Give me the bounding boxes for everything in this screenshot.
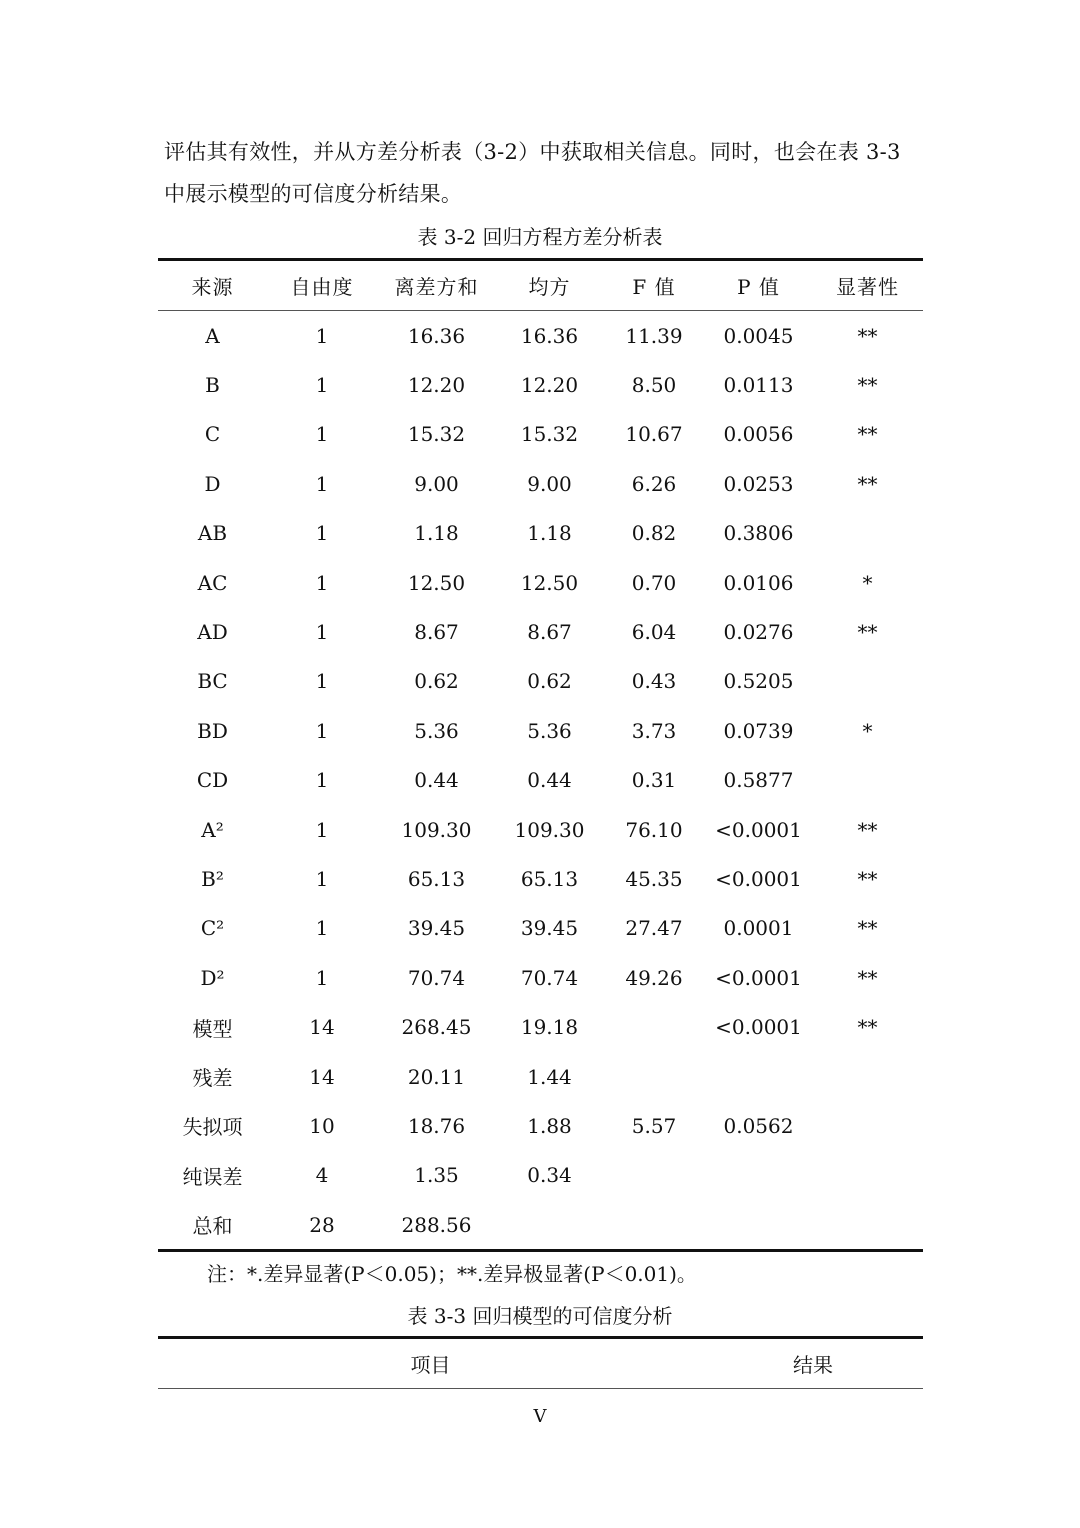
cell-f-value: 3.73 xyxy=(631,718,677,743)
table-row xyxy=(158,558,923,607)
cell-source: 总和 xyxy=(192,1214,233,1239)
cell-significance: ** xyxy=(857,866,878,891)
cell-p-value: 0.0106 xyxy=(723,570,794,595)
cell-p-value: 0.5877 xyxy=(723,768,794,793)
cell-source: B xyxy=(205,373,220,398)
cell-p-value: 0.5205 xyxy=(723,669,794,694)
cell-source: BD xyxy=(197,718,228,743)
cell-f-value: 76.10 xyxy=(625,817,683,842)
cell-mean-square: 39.45 xyxy=(520,916,579,941)
cell-significance: ** xyxy=(857,422,878,447)
cell-sum-of-squares: 1.35 xyxy=(414,1163,459,1188)
body-text-line-1: 评估其有效性，并从方差分析表（3-2）中获取相关信息。同时，也会在表 3-3 xyxy=(164,140,901,164)
cell-sum-of-squares: 288.56 xyxy=(401,1212,472,1237)
table-row xyxy=(158,311,923,360)
cell-significance xyxy=(812,1151,923,1200)
table-row xyxy=(158,607,923,656)
cell-mean-square: 12.20 xyxy=(520,373,579,398)
table2-header-rule xyxy=(158,1388,923,1389)
cell-source: C xyxy=(204,422,221,447)
cell-sum-of-squares: 70.74 xyxy=(407,965,466,990)
table-row xyxy=(158,509,923,558)
cell-sum-of-squares: 9.00 xyxy=(414,471,459,496)
cell-sum-of-squares: 1.18 xyxy=(414,521,459,546)
cell-f-value xyxy=(603,1052,705,1101)
cell-source: B² xyxy=(201,866,224,891)
cell-p-value: 0.0739 xyxy=(723,718,794,743)
table-row xyxy=(158,410,923,459)
header-f-value: F 值 xyxy=(632,275,676,299)
cell-f-value: 0.82 xyxy=(631,521,677,546)
cell-mean-square: 70.74 xyxy=(520,965,579,990)
cell-p-value: <0.0001 xyxy=(715,817,802,842)
cell-mean-square: 8.67 xyxy=(527,620,572,645)
cell-significance xyxy=(812,1200,923,1249)
cell-p-value xyxy=(705,1052,812,1101)
cell-source: 纯误差 xyxy=(182,1164,243,1189)
cell-mean-square: 9.00 xyxy=(527,471,572,496)
table-row xyxy=(158,360,923,409)
cell-significance: ** xyxy=(857,965,878,990)
table-row xyxy=(158,904,923,953)
cell-source: 失拟项 xyxy=(182,1115,243,1140)
cell-mean-square: 19.18 xyxy=(520,1015,579,1040)
cell-source: AD xyxy=(197,620,228,645)
cell-df: 1 xyxy=(315,669,329,694)
cell-df: 1 xyxy=(315,817,329,842)
table2-top-rule xyxy=(158,1336,923,1339)
header-p-value: P 值 xyxy=(737,275,780,299)
table-top-rule xyxy=(158,258,923,261)
cell-mean-square: 0.62 xyxy=(527,669,572,694)
cell-significance: ** xyxy=(857,373,878,398)
table-row xyxy=(158,459,923,508)
table-row xyxy=(158,756,923,805)
cell-df: 1 xyxy=(315,620,329,645)
cell-df: 1 xyxy=(315,373,329,398)
table-row xyxy=(158,1200,923,1249)
table-row xyxy=(158,657,923,706)
cell-significance: ** xyxy=(857,471,878,496)
cell-significance: ** xyxy=(857,916,878,941)
cell-p-value: 0.0113 xyxy=(723,373,794,398)
cell-sum-of-squares: 0.44 xyxy=(414,768,459,793)
cell-source: BC xyxy=(197,669,228,694)
cell-f-value: 8.50 xyxy=(631,373,677,398)
cell-p-value: <0.0001 xyxy=(715,1015,802,1040)
cell-p-value: 0.3806 xyxy=(723,521,794,546)
cell-source: AB xyxy=(197,521,228,546)
cell-df: 1 xyxy=(315,718,329,743)
cell-sum-of-squares: 16.36 xyxy=(407,323,466,348)
cell-df: 1 xyxy=(315,965,329,990)
table-row xyxy=(158,1101,923,1150)
cell-f-value xyxy=(603,1200,705,1249)
cell-sum-of-squares: 109.30 xyxy=(401,817,472,842)
table-3-2-header xyxy=(158,262,923,309)
body-text-line-2: 中展示模型的可信度分析结果。 xyxy=(164,182,463,206)
cell-p-value: 0.0056 xyxy=(723,422,794,447)
cell-mean-square: 5.36 xyxy=(527,718,572,743)
cell-mean-square: 0.44 xyxy=(527,768,572,793)
cell-source: D² xyxy=(200,965,225,990)
cell-f-value: 11.39 xyxy=(625,323,683,348)
cell-df: 1 xyxy=(315,521,329,546)
header-df: 自由度 xyxy=(290,275,354,299)
cell-sum-of-squares: 5.36 xyxy=(414,718,459,743)
cell-f-value: 5.57 xyxy=(631,1113,677,1138)
cell-f-value xyxy=(603,1002,705,1051)
cell-significance: ** xyxy=(857,620,878,645)
cell-sum-of-squares: 12.20 xyxy=(407,373,466,398)
cell-df: 28 xyxy=(309,1212,335,1237)
table-bottom-rule xyxy=(158,1249,923,1252)
cell-sum-of-squares: 15.32 xyxy=(407,422,466,447)
cell-df: 10 xyxy=(309,1113,335,1138)
cell-mean-square: 109.30 xyxy=(514,817,585,842)
cell-source: A xyxy=(205,323,220,348)
cell-f-value: 10.67 xyxy=(625,422,683,447)
cell-df: 1 xyxy=(315,866,329,891)
header-source: 来源 xyxy=(191,275,234,299)
cell-sum-of-squares: 65.13 xyxy=(407,866,466,891)
table-row xyxy=(158,1002,923,1051)
cell-f-value xyxy=(603,1151,705,1200)
cell-f-value: 0.70 xyxy=(631,570,677,595)
cell-p-value: 0.0276 xyxy=(723,620,794,645)
cell-significance xyxy=(812,657,923,706)
cell-f-value: 6.04 xyxy=(631,620,677,645)
header-item: 项目 xyxy=(410,1353,451,1377)
cell-sum-of-squares: 18.76 xyxy=(407,1113,466,1138)
cell-df: 14 xyxy=(309,1064,335,1089)
table-3-2-caption: 表 3-2 回归方程方差分析表 xyxy=(417,225,663,249)
cell-p-value: 0.0045 xyxy=(723,323,794,348)
cell-significance xyxy=(812,509,923,558)
cell-p-value xyxy=(705,1200,812,1249)
cell-df: 1 xyxy=(315,422,329,447)
cell-significance: ** xyxy=(857,1015,878,1040)
header-sum-of-squares: 离差方和 xyxy=(394,275,479,299)
cell-source: CD xyxy=(196,768,229,793)
cell-mean-square: 0.34 xyxy=(527,1163,572,1188)
cell-df: 1 xyxy=(315,570,329,595)
cell-p-value: <0.0001 xyxy=(715,965,802,990)
cell-source: A² xyxy=(201,817,224,842)
cell-source: 残差 xyxy=(192,1066,233,1091)
cell-sum-of-squares: 12.50 xyxy=(407,570,466,595)
table-3-3-header xyxy=(158,1340,923,1387)
cell-mean-square: 65.13 xyxy=(520,866,579,891)
cell-significance: * xyxy=(862,718,873,743)
cell-mean-square: 1.18 xyxy=(527,521,572,546)
cell-mean-square: 1.44 xyxy=(527,1064,572,1089)
table-row xyxy=(158,854,923,903)
cell-f-value: 0.43 xyxy=(631,669,677,694)
cell-f-value: 27.47 xyxy=(625,916,683,941)
cell-significance xyxy=(812,1052,923,1101)
cell-mean-square: 15.32 xyxy=(520,422,579,447)
cell-f-value: 0.31 xyxy=(631,768,677,793)
header-result: 结果 xyxy=(793,1353,833,1377)
cell-p-value: 0.0562 xyxy=(723,1113,794,1138)
cell-f-value: 49.26 xyxy=(625,965,683,990)
cell-sum-of-squares: 20.11 xyxy=(407,1064,466,1089)
cell-p-value xyxy=(705,1151,812,1200)
cell-mean-square: 1.88 xyxy=(527,1113,572,1138)
cell-source: D xyxy=(204,471,221,496)
cell-sum-of-squares: 0.62 xyxy=(414,669,459,694)
cell-p-value: 0.0001 xyxy=(723,916,794,941)
header-significance: 显著性 xyxy=(836,275,899,299)
cell-significance: * xyxy=(862,570,873,595)
cell-mean-square: 16.36 xyxy=(520,323,579,348)
header-mean-square: 均方 xyxy=(528,275,571,299)
cell-significance xyxy=(812,1101,923,1150)
cell-mean-square: 12.50 xyxy=(520,570,579,595)
table-row xyxy=(158,1151,923,1200)
anova-table-body xyxy=(158,311,923,1249)
cell-f-value: 45.35 xyxy=(625,866,683,891)
cell-source: AC xyxy=(197,570,228,595)
cell-df: 14 xyxy=(309,1015,335,1040)
cell-sum-of-squares: 268.45 xyxy=(401,1015,472,1040)
table-row xyxy=(158,805,923,854)
cell-f-value: 6.26 xyxy=(631,471,677,496)
table-note: 注：*.差异显著(P＜0.05)；**.差异极显著(P＜0.01)。 xyxy=(207,1262,697,1286)
table-row xyxy=(158,706,923,755)
cell-df: 4 xyxy=(315,1163,329,1188)
cell-p-value: <0.0001 xyxy=(715,866,802,891)
cell-significance: ** xyxy=(857,817,878,842)
cell-df: 1 xyxy=(315,916,329,941)
cell-p-value: 0.0253 xyxy=(723,471,794,496)
cell-df: 1 xyxy=(315,768,329,793)
anova-table xyxy=(158,311,923,1249)
cell-df: 1 xyxy=(315,323,329,348)
cell-significance xyxy=(812,756,923,805)
table-row xyxy=(158,953,923,1002)
cell-significance: ** xyxy=(857,323,878,348)
cell-source: C² xyxy=(200,916,225,941)
cell-sum-of-squares: 8.67 xyxy=(414,620,459,645)
cell-source: 模型 xyxy=(192,1016,233,1041)
cell-sum-of-squares: 39.45 xyxy=(407,916,466,941)
cell-mean-square xyxy=(496,1200,603,1249)
page-number: V xyxy=(533,1406,547,1427)
table-row xyxy=(158,1052,923,1101)
cell-df: 1 xyxy=(315,471,329,496)
table-3-3-caption: 表 3-3 回归模型的可信度分析 xyxy=(407,1304,673,1328)
